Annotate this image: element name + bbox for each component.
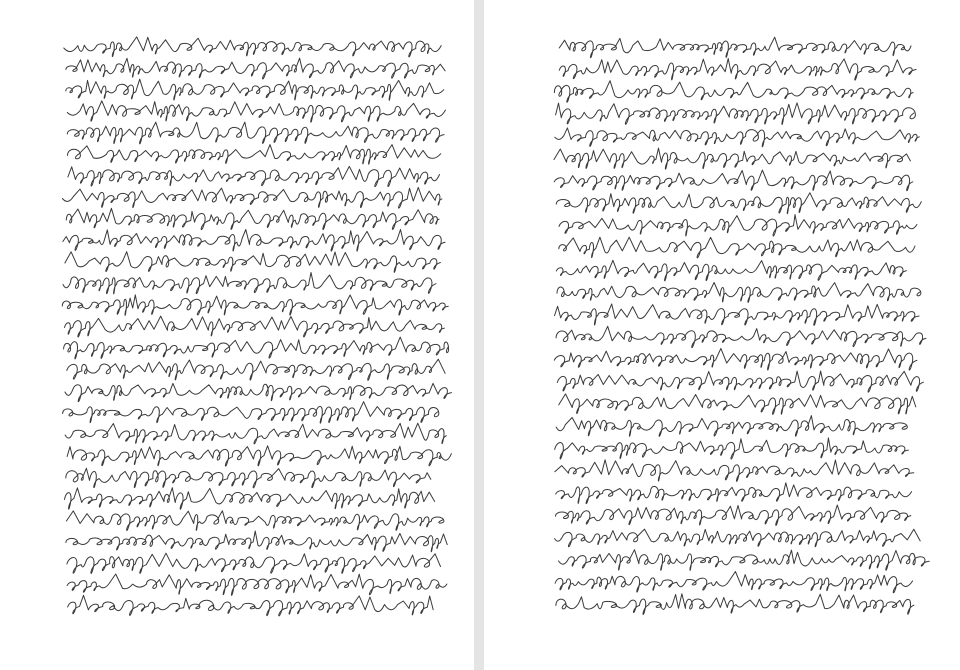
scribble-line bbox=[555, 304, 920, 325]
scribble-line bbox=[63, 273, 436, 294]
scribble-line bbox=[559, 550, 930, 571]
scribble-line bbox=[559, 394, 916, 414]
scribble-line bbox=[63, 230, 445, 252]
scribble-line bbox=[66, 511, 444, 531]
scribble-line bbox=[68, 145, 441, 165]
scribble-line bbox=[68, 166, 440, 186]
scribble-line bbox=[559, 215, 917, 236]
scribble-line bbox=[66, 468, 431, 488]
right-page-scribble-lines bbox=[484, 0, 960, 670]
scribble-line bbox=[556, 103, 916, 125]
scribble-line bbox=[68, 595, 434, 616]
scribble-line bbox=[64, 37, 441, 57]
scribble-line bbox=[556, 505, 911, 525]
scribble-line bbox=[554, 170, 913, 191]
scribble-line bbox=[62, 295, 448, 315]
scribble-line bbox=[65, 383, 452, 401]
scribble-line bbox=[555, 460, 914, 482]
scribble-line bbox=[67, 574, 447, 595]
scribble-line bbox=[66, 58, 445, 79]
scribble-line bbox=[555, 128, 920, 147]
scribble-line bbox=[556, 594, 914, 615]
scribble-line bbox=[559, 59, 916, 81]
scribble-line bbox=[556, 483, 912, 504]
left-page bbox=[0, 0, 474, 670]
scribble-line bbox=[66, 79, 444, 100]
scribble-line bbox=[65, 252, 441, 273]
scribble-line bbox=[555, 438, 909, 459]
scribble-line bbox=[555, 529, 921, 547]
scribble-line bbox=[67, 553, 441, 573]
scribble-line bbox=[559, 37, 911, 57]
scribble-line bbox=[554, 81, 913, 103]
right-page bbox=[484, 0, 960, 670]
page-gutter bbox=[474, 0, 484, 670]
scribble-line bbox=[554, 348, 917, 370]
scribble-line bbox=[557, 371, 923, 392]
scribble-line bbox=[62, 187, 442, 208]
scribble-line bbox=[63, 402, 439, 423]
scribble-line bbox=[556, 416, 907, 437]
left-page-scribble-lines bbox=[0, 0, 474, 670]
scribble-line bbox=[66, 208, 439, 229]
scribble-line bbox=[64, 337, 449, 359]
scribble-line bbox=[65, 423, 446, 444]
scribble-line bbox=[559, 237, 915, 258]
scribble-line bbox=[67, 446, 451, 466]
scribble-line bbox=[67, 359, 445, 380]
scribble-line bbox=[556, 326, 926, 347]
scribble-line bbox=[67, 122, 444, 144]
scribble-line bbox=[67, 101, 445, 122]
scribble-line bbox=[555, 572, 913, 593]
scribble-line bbox=[65, 316, 445, 337]
scribble-line bbox=[556, 260, 906, 281]
scribble-line bbox=[556, 193, 921, 214]
scribble-line bbox=[554, 148, 910, 169]
scribble-line bbox=[66, 531, 447, 552]
scribble-line bbox=[557, 283, 921, 303]
scribble-line bbox=[65, 488, 435, 509]
